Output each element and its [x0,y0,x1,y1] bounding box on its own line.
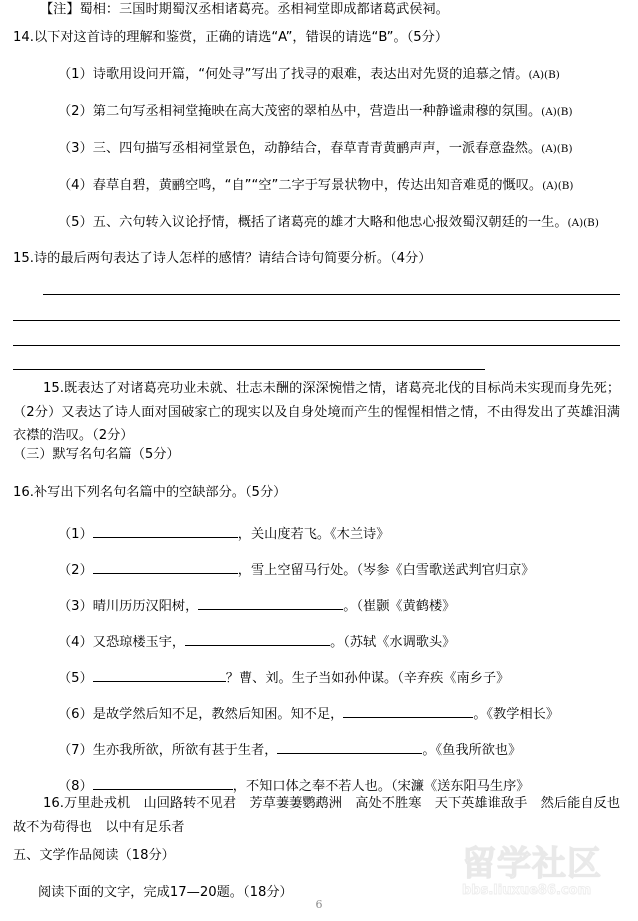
item-number: （3） [58,599,93,614]
fill-in-blank[interactable] [93,560,238,574]
section-5-heading: 五、文学作品阅读（18分） [13,848,175,863]
answer-rule-line-1[interactable] [43,294,620,295]
item-number: （2） [58,563,93,578]
question-16-item-7 [58,740,521,757]
question-16-item-6 [58,704,559,721]
answer-rule-line-3[interactable] [13,345,620,346]
item-text: 春草自碧，黄鹂空鸣，“自”“空”二字于写景状物中，传达出知音难觅的慨叹。 [92,178,543,193]
question-16-item-2 [58,560,534,577]
item-text: 第二句写丞相祠堂掩映在高大茂密的翠柏丛中，营造出一种静谧肃穆的氛围。 [92,104,542,119]
question-16-answer [13,792,634,839]
item-after: 。（苏轼《水调歌头》 [330,635,456,650]
question-14-item-3 [58,142,573,155]
question-14-item-4 [58,179,573,192]
question-16-item-3 [58,596,455,613]
fill-in-blank[interactable] [277,740,422,754]
item-before: 又恐琼楼玉宇， [92,635,186,650]
answer-choices-ab[interactable]: (A)(B) [567,217,599,229]
item-after: 。（崔颢《黄鹤楼》 [343,599,456,614]
question-16-item-4 [58,632,455,649]
item-number: （4） [58,178,93,193]
answer-choices-ab[interactable]: (A)(B) [528,69,560,81]
item-number: （7） [58,743,93,758]
item-number: （5） [58,215,93,230]
answer-text: 15.既表达了对诸葛亮功业未就、壮志未酬的深深惋惜之情，诸葛亮北伐的目标尚未实现而身先死；（2分）又表达了诗人面对国破家亡的现实以及自身处境而产生的惺惺相惜之情，不由得发出了英雄泪满衣襟的浩叹。（2分） [13,381,620,443]
question-16-item-5 [58,668,509,685]
question-16-item-8 [58,776,529,793]
poem-note: 【注】蜀相：三国时期蜀汉丞相诸葛亮。丞相祠堂即成都诸葛武侯祠。 [40,2,449,17]
page-number: 6 [315,898,323,911]
item-text: 诗歌用设问开篇，“何处寻”写出了找寻的艰难，表达出对先贤的追慕之情。 [92,67,529,82]
section-3-heading: （三）默写名句名篇（5分） [13,447,180,462]
item-number: （1） [58,527,93,542]
question-16-item-1 [58,524,389,541]
answer-choices-ab[interactable]: (A)(B) [542,180,574,192]
item-before: 生亦我所欲，所欲有甚于生者， [92,743,278,758]
answer-choices-ab[interactable]: (A)(B) [541,143,573,155]
item-number: （6） [58,707,93,722]
item-after: 。《教学相长》 [473,707,560,722]
item-number: （5） [58,671,93,686]
question-15-answer [13,377,620,448]
fill-in-blank[interactable] [93,524,238,538]
item-text: 五、六句转入议论抒情，概括了诸葛亮的雄才大略和他忠心报效蜀汉朝廷的一生。 [92,215,568,230]
item-after: 。《鱼我所欲也》 [422,743,522,758]
fill-in-blank[interactable] [93,776,233,790]
fill-in-blank[interactable] [343,704,473,718]
item-before: 晴川历历汉阳树， [92,599,199,614]
answer-text: 16.万里赴戎机 山回路转不见君 芳草萋萋鹦鹉洲 高处不胜寒 天下英雄谁敌手 然后能自反也 故不为苟得也 以中有足乐者 [13,796,634,835]
answer-rule-line-2[interactable] [13,320,620,321]
fill-in-blank[interactable] [198,596,343,610]
question-14-stem: 14.以下对这首诗的理解和鉴赏，正确的请选“A”，错误的请选“B”。（5分） [13,30,449,45]
answer-choices-ab[interactable]: (A)(B) [541,106,573,118]
item-number: （2） [58,104,93,119]
item-number: （4） [58,635,93,650]
question-16-stem: 16.补写出下列名句名篇中的空缺部分。（5分） [13,485,287,500]
question-15-stem: 15.诗的最后两句表达了诗人怎样的感情？请结合诗句简要分析。（4分） [13,251,432,266]
section-5-instruction: 阅读下面的文字，完成17—20题。（18分） [38,885,293,900]
item-number: （3） [58,141,93,156]
fill-in-blank[interactable] [185,632,330,646]
watermark-url: bbs.liuxue86.com [462,883,592,898]
watermark-brand: 留学社区 [462,844,602,884]
item-before: 是故学然后知不足，教然后知困。知不足， [92,707,344,722]
item-after: ，雪上空留马行处。（岑参《白雪歌送武判官归京》 [237,563,535,578]
question-14-item-2 [58,105,573,118]
answer-rule-line-4[interactable] [13,369,485,370]
item-number: （1） [58,67,93,82]
question-14-item-5 [58,216,599,229]
item-after: ，关山度若飞。《木兰诗》 [237,527,390,542]
item-after: ，不知口体之奉不若人也。（宋濂《送东阳马生序》 [232,779,530,794]
question-14-item-1 [58,68,560,81]
item-text: 三、四句描写丞相祠堂景色，动静结合，春草青青黄鹂声声，一派春意盎然。 [92,141,542,156]
item-after: ？曹、刘。生子当如孙仲谋。（辛弃疾《南乡子》 [225,671,510,686]
item-number: （8） [58,779,93,794]
fill-in-blank[interactable] [93,668,226,682]
